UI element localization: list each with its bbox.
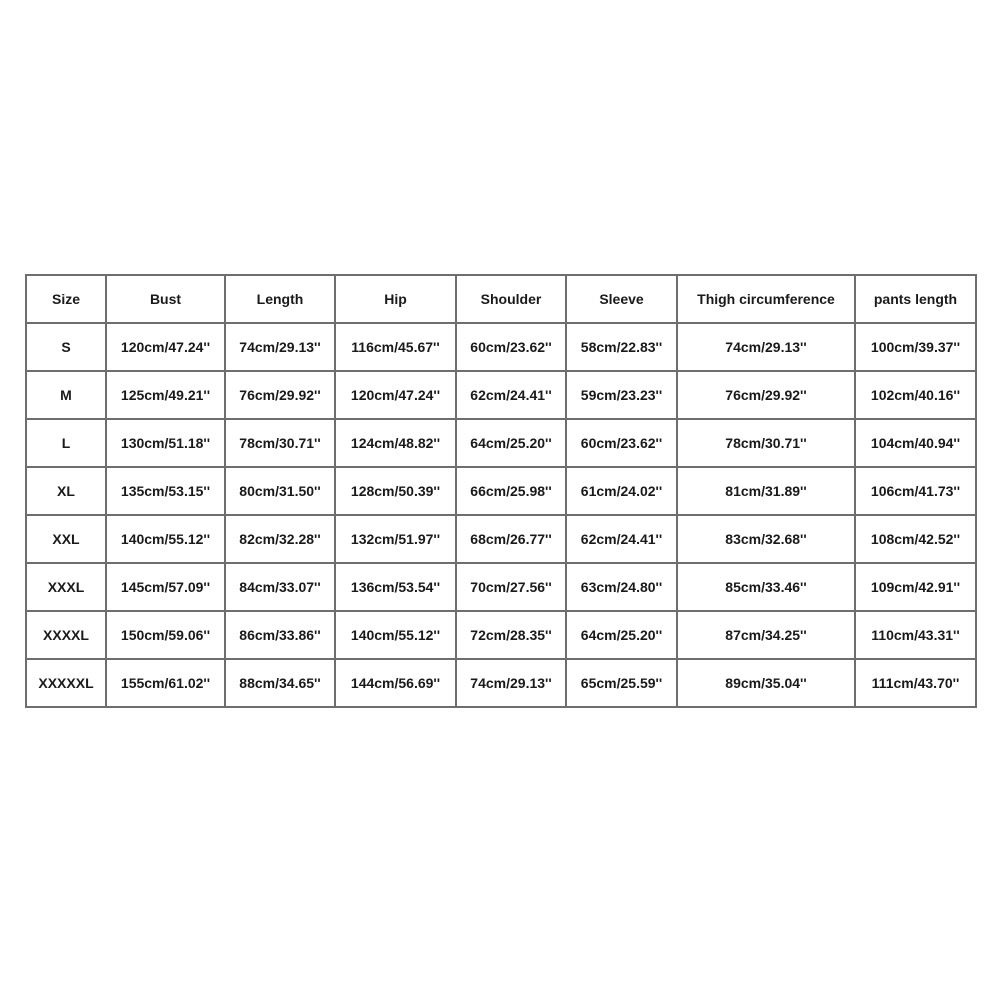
cell-hip: 120cm/47.24'' bbox=[335, 371, 456, 419]
cell-size: XXXXXL bbox=[26, 659, 106, 707]
header-hip: Hip bbox=[335, 275, 456, 323]
cell-hip: 132cm/51.97'' bbox=[335, 515, 456, 563]
size-chart-header bbox=[26, 275, 976, 323]
cell-pants-length: 104cm/40.94'' bbox=[855, 419, 976, 467]
table-row bbox=[26, 611, 976, 659]
cell-shoulder: 68cm/26.77'' bbox=[456, 515, 566, 563]
header-row bbox=[26, 275, 976, 323]
cell-bust: 130cm/51.18'' bbox=[106, 419, 225, 467]
table-row bbox=[26, 419, 976, 467]
cell-shoulder: 70cm/27.56'' bbox=[456, 563, 566, 611]
cell-sleeve: 59cm/23.23'' bbox=[566, 371, 677, 419]
table-row bbox=[26, 467, 976, 515]
cell-shoulder: 72cm/28.35'' bbox=[456, 611, 566, 659]
cell-pants-length: 111cm/43.70'' bbox=[855, 659, 976, 707]
cell-hip: 128cm/50.39'' bbox=[335, 467, 456, 515]
table-row bbox=[26, 323, 976, 371]
cell-thigh-circumference: 76cm/29.92'' bbox=[677, 371, 855, 419]
cell-bust: 120cm/47.24'' bbox=[106, 323, 225, 371]
size-chart-body bbox=[26, 323, 976, 707]
cell-hip: 116cm/45.67'' bbox=[335, 323, 456, 371]
cell-size: M bbox=[26, 371, 106, 419]
cell-length: 74cm/29.13'' bbox=[225, 323, 335, 371]
cell-length: 76cm/29.92'' bbox=[225, 371, 335, 419]
cell-thigh-circumference: 87cm/34.25'' bbox=[677, 611, 855, 659]
header-thigh-circumference: Thigh circumference bbox=[677, 275, 855, 323]
cell-pants-length: 108cm/42.52'' bbox=[855, 515, 976, 563]
cell-sleeve: 65cm/25.59'' bbox=[566, 659, 677, 707]
cell-bust: 140cm/55.12'' bbox=[106, 515, 225, 563]
cell-thigh-circumference: 85cm/33.46'' bbox=[677, 563, 855, 611]
cell-size: XL bbox=[26, 467, 106, 515]
cell-length: 80cm/31.50'' bbox=[225, 467, 335, 515]
cell-hip: 136cm/53.54'' bbox=[335, 563, 456, 611]
cell-sleeve: 64cm/25.20'' bbox=[566, 611, 677, 659]
cell-pants-length: 106cm/41.73'' bbox=[855, 467, 976, 515]
cell-thigh-circumference: 74cm/29.13'' bbox=[677, 323, 855, 371]
cell-shoulder: 60cm/23.62'' bbox=[456, 323, 566, 371]
cell-bust: 135cm/53.15'' bbox=[106, 467, 225, 515]
cell-shoulder: 66cm/25.98'' bbox=[456, 467, 566, 515]
cell-sleeve: 63cm/24.80'' bbox=[566, 563, 677, 611]
cell-pants-length: 102cm/40.16'' bbox=[855, 371, 976, 419]
cell-pants-length: 110cm/43.31'' bbox=[855, 611, 976, 659]
cell-size: XXXL bbox=[26, 563, 106, 611]
cell-thigh-circumference: 78cm/30.71'' bbox=[677, 419, 855, 467]
size-chart-table bbox=[25, 274, 977, 708]
cell-sleeve: 62cm/24.41'' bbox=[566, 515, 677, 563]
cell-bust: 155cm/61.02'' bbox=[106, 659, 225, 707]
cell-size: XXXXL bbox=[26, 611, 106, 659]
cell-thigh-circumference: 83cm/32.68'' bbox=[677, 515, 855, 563]
cell-sleeve: 58cm/22.83'' bbox=[566, 323, 677, 371]
cell-length: 88cm/34.65'' bbox=[225, 659, 335, 707]
cell-bust: 125cm/49.21'' bbox=[106, 371, 225, 419]
table-row bbox=[26, 371, 976, 419]
cell-length: 82cm/32.28'' bbox=[225, 515, 335, 563]
cell-length: 78cm/30.71'' bbox=[225, 419, 335, 467]
header-bust: Bust bbox=[106, 275, 225, 323]
header-sleeve: Sleeve bbox=[566, 275, 677, 323]
cell-hip: 140cm/55.12'' bbox=[335, 611, 456, 659]
header-shoulder: Shoulder bbox=[456, 275, 566, 323]
table-row bbox=[26, 563, 976, 611]
cell-pants-length: 100cm/39.37'' bbox=[855, 323, 976, 371]
header-pants-length: pants length bbox=[855, 275, 976, 323]
cell-length: 84cm/33.07'' bbox=[225, 563, 335, 611]
cell-shoulder: 74cm/29.13'' bbox=[456, 659, 566, 707]
cell-shoulder: 62cm/24.41'' bbox=[456, 371, 566, 419]
cell-size: S bbox=[26, 323, 106, 371]
cell-sleeve: 60cm/23.62'' bbox=[566, 419, 677, 467]
cell-size: L bbox=[26, 419, 106, 467]
cell-length: 86cm/33.86'' bbox=[225, 611, 335, 659]
cell-hip: 124cm/48.82'' bbox=[335, 419, 456, 467]
table-row bbox=[26, 659, 976, 707]
cell-shoulder: 64cm/25.20'' bbox=[456, 419, 566, 467]
cell-thigh-circumference: 89cm/35.04'' bbox=[677, 659, 855, 707]
cell-thigh-circumference: 81cm/31.89'' bbox=[677, 467, 855, 515]
cell-size: XXL bbox=[26, 515, 106, 563]
header-size: Size bbox=[26, 275, 106, 323]
cell-bust: 150cm/59.06'' bbox=[106, 611, 225, 659]
cell-pants-length: 109cm/42.91'' bbox=[855, 563, 976, 611]
cell-sleeve: 61cm/24.02'' bbox=[566, 467, 677, 515]
cell-bust: 145cm/57.09'' bbox=[106, 563, 225, 611]
table-row bbox=[26, 515, 976, 563]
cell-hip: 144cm/56.69'' bbox=[335, 659, 456, 707]
header-length: Length bbox=[225, 275, 335, 323]
